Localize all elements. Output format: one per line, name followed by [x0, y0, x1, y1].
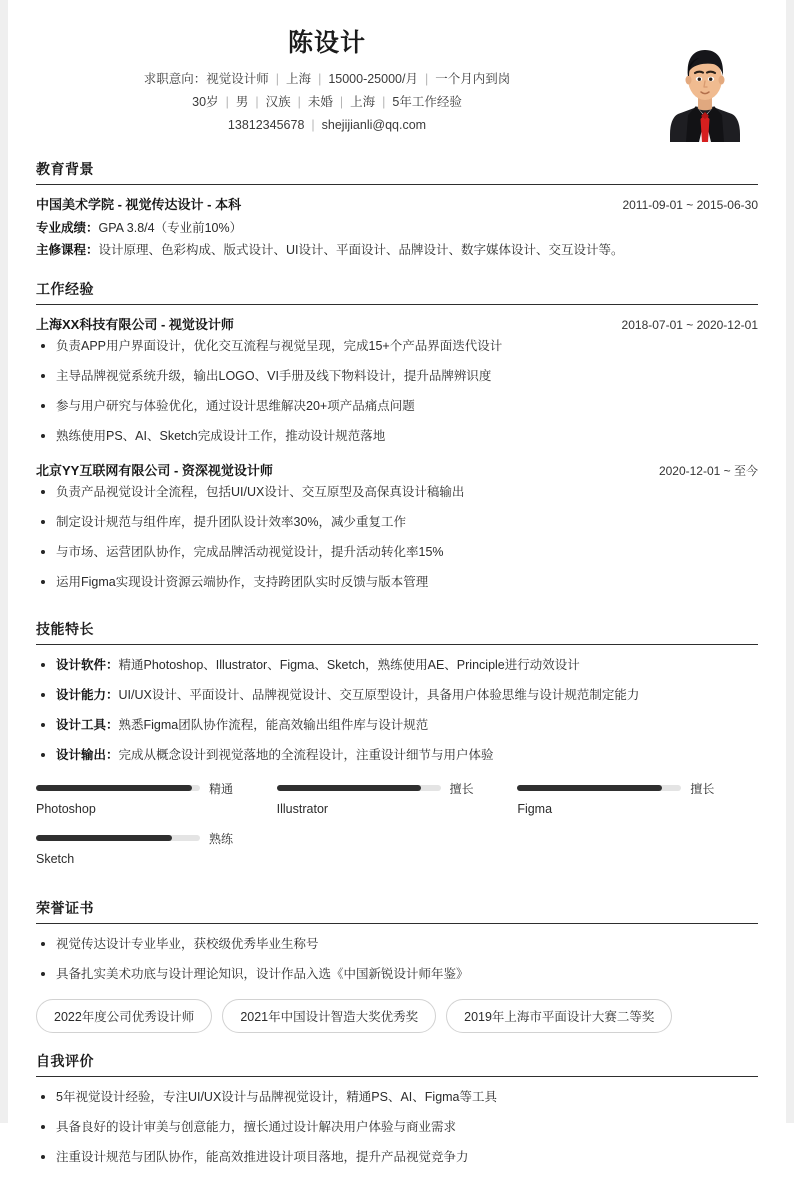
skill-bar-track — [517, 785, 681, 791]
skill-bar-item — [277, 782, 518, 816]
contact-email[interactable]: shejijianli@qq.com — [321, 118, 427, 132]
avatar-illustration-icon — [658, 38, 752, 142]
list-item: 视觉传达设计专业毕业，获校级优秀毕业生称号 — [36, 935, 758, 954]
section-skills — [28, 617, 766, 886]
header-text-block — [28, 24, 766, 137]
education-school-major-degree: 中国美术学院 - 视觉传达设计 - 本科 — [36, 197, 242, 212]
list-item: 具备良好的设计审美与创意能力，擅长通过设计解决用户体验与商业需求 — [36, 1118, 758, 1137]
personal-location: 上海 — [350, 95, 376, 109]
section-body-work-experience — [28, 305, 766, 607]
section-body-skills — [28, 645, 766, 886]
personal-gender: 男 — [235, 95, 249, 109]
meta-separator: | — [339, 95, 344, 109]
honor-tag[interactable]: 2019年上海市平面设计大赛二等奖 — [446, 999, 672, 1033]
skill-bar-name: Figma — [517, 802, 553, 816]
list-item: 熟练使用PS、AI、Sketch完成设计工作，推动设计规范落地 — [36, 427, 758, 446]
meta-separator: | — [225, 95, 229, 109]
skill-bar-row — [277, 782, 518, 794]
section-self-evaluation — [28, 1049, 766, 1182]
education-field-gpa — [36, 217, 758, 239]
list-item — [36, 716, 758, 735]
skill-bar-track — [277, 785, 441, 791]
section-title-self-evaluation: 自我评价 — [36, 1053, 94, 1069]
education-field-gpa-label: 专业成绩： — [36, 221, 99, 235]
section-body-self-evaluation — [28, 1077, 766, 1182]
list-item — [36, 656, 758, 675]
job-intent-label: 求职意向： — [143, 72, 207, 86]
list-item: 运用Figma实现设计资源云端协作，支持跨团队实时反馈与版本管理 — [36, 573, 758, 592]
skill-bar-level: 精通 — [209, 781, 234, 796]
list-item: 负责产品视觉设计全流程，包括UI/UX设计、交互原型及高保真设计稿输出 — [36, 483, 758, 502]
work-entry-head — [36, 314, 758, 333]
education-field-courses-value: 设计原理、色彩构成、版式设计、UI设计、平面设计、品牌设计、数字媒体设计、交互设计等。 — [98, 243, 624, 257]
list-item: 参与用户研究与体验优化，通过设计思维解决20+项产品痛点问题 — [36, 397, 758, 416]
skill-label: 设计工具： — [56, 718, 119, 732]
work-date-range: 2018-07-01 ~ 2020-12-01 — [621, 318, 758, 332]
resume-header — [28, 18, 766, 147]
header-meta-line-2 — [28, 91, 626, 114]
section-title-education: 教育背景 — [36, 161, 94, 177]
education-entry-head — [36, 194, 758, 213]
honors-bullet-list — [36, 935, 758, 984]
skill-bar-item — [36, 782, 277, 816]
education-field-courses — [36, 239, 758, 261]
work-bullet-list — [36, 337, 758, 446]
skill-bar-level: 擅长 — [449, 781, 474, 796]
personal-experience-years: 5年工作经验 — [392, 95, 462, 109]
skill-bar-level: 熟练 — [209, 831, 234, 846]
education-date-range: 2011-09-01 ~ 2015-06-30 — [622, 198, 758, 212]
personal-ethnicity: 汉族 — [265, 95, 291, 109]
skill-bar-track — [36, 785, 200, 791]
skill-bar-name: Sketch — [36, 852, 75, 866]
section-title-work-experience: 工作经验 — [36, 281, 94, 297]
skill-bar-track — [36, 835, 200, 841]
skill-bar-row — [36, 832, 277, 844]
list-item: 负责APP用户界面设计，优化交互流程与视觉呈现，完成15+个产品界面迭代设计 — [36, 337, 758, 356]
work-entry-head — [36, 460, 758, 479]
skill-bar-level: 擅长 — [690, 781, 715, 796]
personal-marital-status: 未婚 — [307, 95, 333, 109]
education-entry — [36, 194, 758, 261]
skill-bar-group — [36, 776, 758, 882]
meta-separator: | — [275, 72, 280, 86]
job-intent-salary: 15000-25000/月 — [328, 72, 418, 86]
section-work-experience — [28, 277, 766, 607]
contact-phone[interactable]: 13812345678 — [227, 118, 305, 132]
meta-separator: | — [382, 95, 386, 109]
honor-tag[interactable]: 2022年度公司优秀设计师 — [36, 999, 212, 1033]
page-title: 陈设计 — [287, 29, 366, 57]
skill-bar-row — [36, 782, 277, 794]
list-item — [36, 686, 758, 705]
header-meta-line-1 — [28, 68, 626, 91]
job-intent-availability: 一个月内到岗 — [435, 72, 511, 86]
skill-label: 设计输出： — [56, 748, 119, 762]
section-honors — [28, 896, 766, 1039]
section-education — [28, 157, 766, 267]
list-item: 与市场、运营团队协作，完成品牌活动视觉设计，提升活动转化率15% — [36, 543, 758, 562]
job-intent-position: 视觉设计师 — [206, 72, 269, 86]
list-item — [36, 746, 758, 765]
skill-value: 完成从概念设计到视觉落地的全流程设计，注重设计细节与用户体验 — [118, 748, 494, 762]
meta-separator: | — [318, 72, 322, 86]
skill-bar-item — [517, 782, 758, 816]
avatar — [658, 38, 752, 142]
work-company-position: 北京YY互联网有限公司 - 资深视觉设计师 — [36, 463, 273, 478]
list-item: 5年视觉设计经验，专注UI/UX设计与品牌视觉设计，精通PS、AI、Figma等工具 — [36, 1088, 758, 1107]
skill-value: UI/UX设计、平面设计、品牌视觉设计、交互原型设计，具备用户体验思维与设计规范制定能力 — [118, 688, 640, 702]
work-date-range: 2020-12-01 ~ 至今 — [658, 464, 758, 478]
skill-bar-row — [517, 782, 758, 794]
job-intent-city: 上海 — [286, 72, 312, 86]
header-contact-line — [28, 114, 626, 137]
skill-bar-fill — [517, 785, 661, 791]
list-item: 具备扎实美术功底与设计理论知识，设计作品入选《中国新锐设计师年鉴》 — [36, 965, 758, 984]
skill-bar-fill — [36, 835, 172, 841]
work-company-position: 上海XX科技有限公司 - 视觉设计师 — [36, 317, 234, 332]
work-bullet-list — [36, 483, 758, 592]
section-title-skills: 技能特长 — [36, 621, 94, 637]
education-field-courses-label: 主修课程： — [36, 243, 99, 257]
resume-inner — [8, 0, 786, 1182]
skills-bullet-list — [36, 656, 758, 765]
meta-separator: | — [255, 95, 259, 109]
section-title-honors: 荣誉证书 — [36, 900, 94, 916]
skill-value: 熟悉Figma团队协作流程，能高效输出组件库与设计规范 — [118, 718, 429, 732]
self-evaluation-bullet-list — [36, 1088, 758, 1167]
education-field-gpa-value: GPA 3.8/4（专业前10%） — [98, 221, 243, 235]
skill-bar-fill — [277, 785, 421, 791]
skill-bar-name: Illustrator — [276, 802, 329, 816]
list-item: 制定设计规范与组件库，提升团队设计效率30%，减少重复工作 — [36, 513, 758, 532]
list-item: 注重设计规范与团队协作，能高效推进设计项目落地，提升产品视觉竞争力 — [36, 1148, 758, 1167]
meta-separator: | — [297, 95, 301, 109]
section-body-education — [28, 185, 766, 267]
skill-bar-name: Photoshop — [36, 802, 96, 816]
skill-bar-fill — [36, 785, 192, 791]
honor-tag[interactable]: 2021年中国设计智造大奖优秀奖 — [222, 999, 436, 1033]
skill-label: 设计能力： — [56, 688, 119, 702]
skill-value: 精通Photoshop、Illustrator、Figma、Sketch，熟练使用AE、Principle进行动效设计 — [118, 658, 580, 672]
work-entry — [36, 314, 758, 446]
skill-bar-item — [36, 832, 277, 866]
list-item: 主导品牌视觉系统升级，输出LOGO、VI手册及线下物料设计，提升品牌辨识度 — [36, 367, 758, 386]
meta-separator: | — [311, 118, 315, 132]
section-body-honors — [28, 924, 766, 1039]
meta-separator: | — [424, 72, 429, 86]
skill-label: 设计软件： — [56, 658, 119, 672]
work-entry — [36, 460, 758, 592]
personal-age: 30岁 — [192, 95, 219, 109]
honors-tag-group — [36, 995, 758, 1035]
